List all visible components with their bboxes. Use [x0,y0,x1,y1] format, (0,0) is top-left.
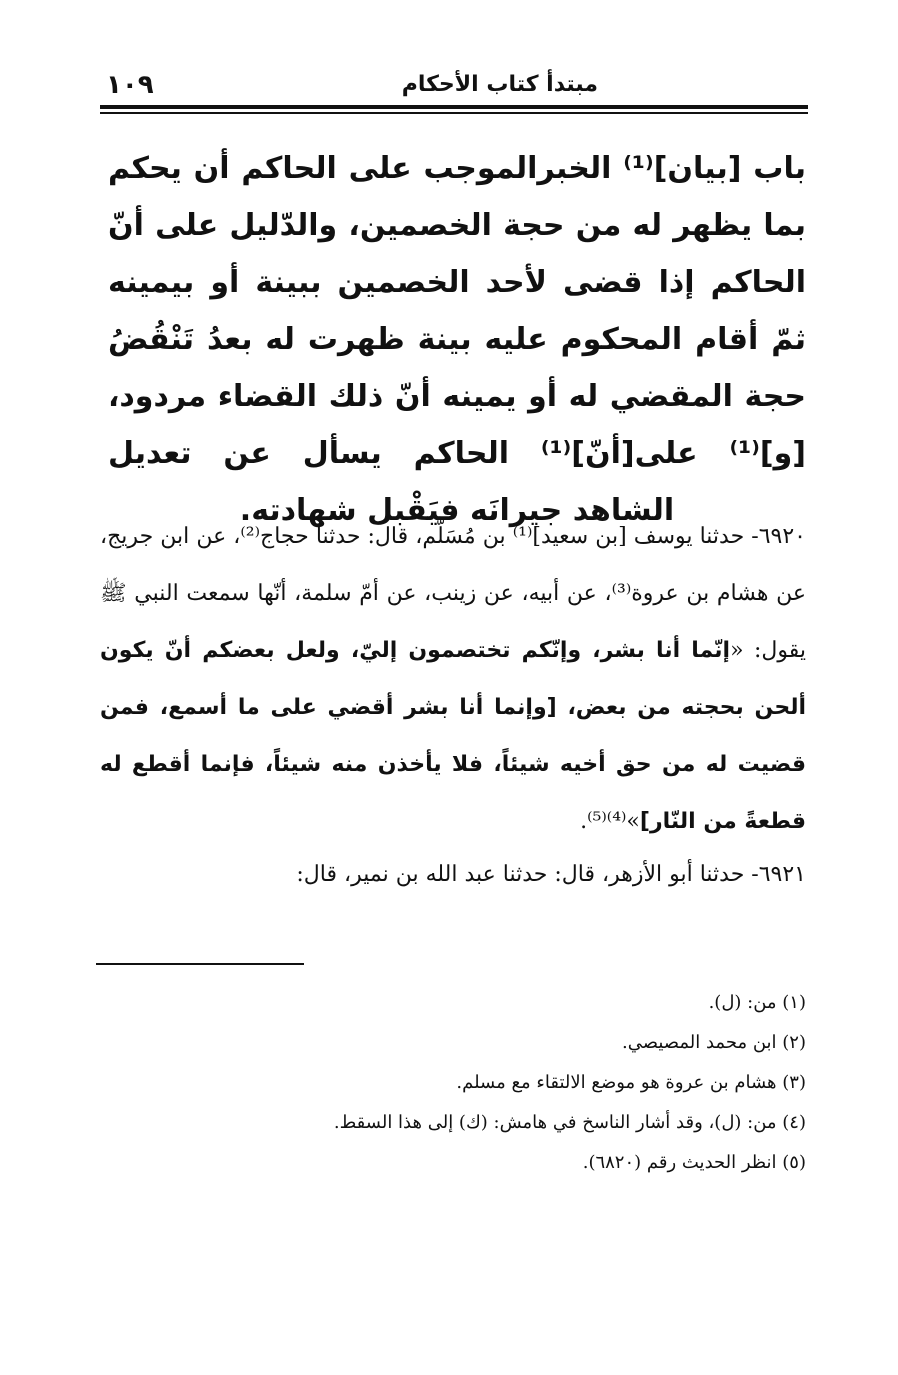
header-rule-thick [100,105,808,109]
footnote-5: (٥) انظر الحديث رقم (٦٨٢٠). [582,1152,806,1173]
footnote-separator [96,963,304,965]
footnote-1: (١) من: (ل). [708,992,806,1013]
hadith-6920-isnad: ٦٩٢٠- حدثنا يوسف [بن سعيد]⁽¹⁾ بن مُسَلّم، قال: حدثنا حجاج⁽²⁾، عن ابن جريج، عن هشام بن عروة⁽³⁾، عن أبيه، عن زينب، عن أمّ سلمة، أنّها سمعت النبي ﷺ يقول: « [100,524,806,663]
running-title: مبتدأ كتاب الأحكام [401,72,598,97]
chapter-heading: باب [بيان]⁽¹⁾ الخبرالموجب على الحاكم أن يحكم بما يظهر له من حجة الخصمين، والدّليل على أنّ الحاكم إذا قضى لأحد الخصمين ببينة أو بيمينه ثمّ أقام المحكوم عليه بينة ظهرت له بعدُ تَنْقُضُ حجة المقضي له أو يمينه أنّ ذلك القضاء مردود، [و]⁽¹⁾ على[أنّ]⁽¹⁾ الحاكم يسأل عن تعديل الشاهد جيرانَه فيَقْبل شهادته. [108,151,806,528]
footnote-4: (٤) من: (ل)، وقد أشار الناسخ في هامش: (ك) إلى هذا السقط. [333,1112,806,1133]
hadith-6920-matn: إنّما أنا بشر، وإنّكم تختصمون إليّ، ولعل بعضكم أنّ يكون ألحن بحجته من بعض، [وإنما أنا بشر أقضي على ما أسمع، فمن قضيت له من حق أخيه شيئاً، فلا يأخذن منه شيئاً، فإنما أقطع له قطعةً من النّار] [100,638,806,834]
hadith-6921: ٦٩٢١- حدثنا أبو الأزهر، قال: حدثنا عبد الله بن نمير، قال: [296,862,806,887]
footnote-2: (٢) ابن محمد المصيصي. [622,1032,806,1053]
running-header [100,68,808,104]
header-rule-thin [100,112,808,114]
hadith-6920 [100,508,806,850]
footnote-3: (٣) هشام بن عروة هو موضع الالتقاء مع مسلم. [456,1072,806,1093]
hadith-6920-end: »⁽⁴⁾⁽⁵⁾. [580,809,640,834]
footnotes [100,983,806,1183]
page-number: ١٠٩ [106,70,154,100]
